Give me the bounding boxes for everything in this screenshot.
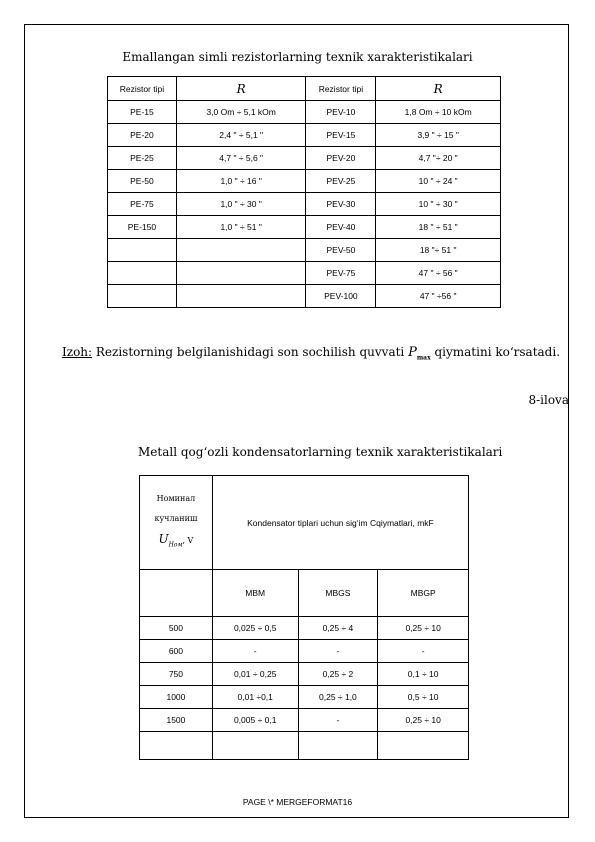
table-cell: 1,0 " ÷ 51 " xyxy=(176,216,306,239)
table-header-row xyxy=(140,476,469,570)
table-cell: 47 " ÷ 56 " xyxy=(376,262,501,285)
table-cell: 18 "÷ 51 " xyxy=(376,239,501,262)
type-header: MBGS xyxy=(298,570,378,617)
table-cell xyxy=(378,732,469,760)
table-row xyxy=(140,732,469,760)
note xyxy=(62,344,582,367)
note-text-end: qiymatini ko‘rsatadi. xyxy=(430,345,561,359)
table-row xyxy=(108,147,501,170)
table-cell: 500 xyxy=(140,617,213,640)
table-cell: PE-75 xyxy=(108,193,177,216)
table-cell: 2,4 " ÷ 5,1 " xyxy=(176,124,306,147)
table-cell: 0,25 ÷ 1,0 xyxy=(298,686,378,709)
appendix-label: 8-ilova xyxy=(528,393,569,407)
nom-line1: Номинал xyxy=(156,494,196,504)
table-cell: - xyxy=(212,640,298,663)
type-row xyxy=(140,570,469,617)
table-row xyxy=(108,285,501,308)
table-cell: PEV-100 xyxy=(306,285,376,308)
table-cell: 750 xyxy=(140,663,213,686)
table-cell: 4,7 " ÷ 5,6 " xyxy=(176,147,306,170)
table-cell xyxy=(108,239,177,262)
table-cell: PE-50 xyxy=(108,170,177,193)
table-cell: 600 xyxy=(140,640,213,663)
resistor-table xyxy=(107,76,501,308)
table-cell: 1,8 Om ÷ 10 kOm xyxy=(376,101,501,124)
table-cell: - xyxy=(298,640,378,663)
table-row xyxy=(140,640,469,663)
table-row xyxy=(140,663,469,686)
type-header: MBM xyxy=(212,570,298,617)
table-cell: 10 " ÷ 24 " xyxy=(376,170,501,193)
table-cell: PEV-50 xyxy=(306,239,376,262)
table-cell xyxy=(212,732,298,760)
table-cell: 0,25 ÷ 10 xyxy=(378,617,469,640)
table-cell: 4,7 "÷ 20 " xyxy=(376,147,501,170)
table-row xyxy=(108,216,501,239)
type-header: MBGP xyxy=(378,570,469,617)
table-cell: 1,0 " ÷ 30 " xyxy=(176,193,306,216)
table-cell: 3,0 Om ÷ 5,1 kOm xyxy=(176,101,306,124)
table-cell: PEV-30 xyxy=(306,193,376,216)
capacitance-header: Kondensator tiplari uchun sig‘im Cqiymatlari, mkF xyxy=(212,476,468,570)
table-cell: PE-20 xyxy=(108,124,177,147)
column-header: R xyxy=(376,77,501,101)
table-row xyxy=(140,617,469,640)
column-header: R xyxy=(176,77,306,101)
table-cell xyxy=(108,262,177,285)
table-cell: 0,005 ÷ 0,1 xyxy=(212,709,298,732)
table-cell: 1500 xyxy=(140,709,213,732)
u-nom-symbol xyxy=(158,532,183,549)
table-cell: PEV-40 xyxy=(306,216,376,239)
note-label: Izoh: xyxy=(62,345,93,359)
u-symbol: U xyxy=(158,532,169,547)
table-cell: 3,9 " ÷ 15 " xyxy=(376,124,501,147)
table-cell: 1000 xyxy=(140,686,213,709)
table-cell: 0,25 ÷ 10 xyxy=(378,709,469,732)
table-cell: 0,01 ÷0,1 xyxy=(212,686,298,709)
table-cell: PEV-20 xyxy=(306,147,376,170)
nom-line2: кучланиш xyxy=(154,514,198,524)
table-cell xyxy=(140,570,213,617)
table-row xyxy=(140,686,469,709)
table-cell xyxy=(108,285,177,308)
table-cell xyxy=(176,239,306,262)
table-cell: PEV-25 xyxy=(306,170,376,193)
table-row xyxy=(108,193,501,216)
table-cell: 0,25 ÷ 4 xyxy=(298,617,378,640)
table-cell: 10 " ÷ 30 " xyxy=(376,193,501,216)
table-cell: PEV-75 xyxy=(306,262,376,285)
table-row xyxy=(108,101,501,124)
table-header-row xyxy=(108,77,501,101)
table-cell: - xyxy=(298,709,378,732)
table-cell: PEV-10 xyxy=(306,101,376,124)
p-subscript: max xyxy=(416,354,431,362)
table-cell: PE-150 xyxy=(108,216,177,239)
u-unit: , V xyxy=(182,536,194,546)
u-subscript: Ном xyxy=(168,541,183,549)
page-footer: PAGE \* MERGEFORMAT16 xyxy=(242,797,353,807)
table-cell xyxy=(176,285,306,308)
table-cell: PEV-15 xyxy=(306,124,376,147)
table-cell: 1,0 " ÷ 16 " xyxy=(176,170,306,193)
resistor-table-title: Emallangan simli rezistorlarning texnik xarakteristikalari xyxy=(122,50,473,64)
p-symbol: P xyxy=(408,345,417,360)
table-row xyxy=(140,709,469,732)
table-cell: 0,025 ÷ 0,5 xyxy=(212,617,298,640)
table-row xyxy=(108,170,501,193)
table-row xyxy=(108,239,501,262)
capacitor-table-title: Metall qog‘ozli kondensatorlarning texnik xarakteristikalari xyxy=(138,445,503,459)
table-cell: 18 " ÷ 51 " xyxy=(376,216,501,239)
table-cell: - xyxy=(378,640,469,663)
nominal-voltage-header xyxy=(140,476,213,570)
table-cell: PE-15 xyxy=(108,101,177,124)
table-cell: PE-25 xyxy=(108,147,177,170)
table-cell xyxy=(140,732,213,760)
table-cell: 0,01 ÷ 0,25 xyxy=(212,663,298,686)
table-cell xyxy=(298,732,378,760)
table-row xyxy=(108,124,501,147)
table-row xyxy=(108,262,501,285)
column-header: Rezistor tipi xyxy=(306,77,376,101)
column-header: Rezistor tipi xyxy=(108,77,177,101)
capacitor-table xyxy=(139,475,469,760)
table-cell: 0,25 ÷ 2 xyxy=(298,663,378,686)
table-cell: 47 " ÷56 " xyxy=(376,285,501,308)
p-max-symbol xyxy=(408,345,431,360)
table-cell: 0,5 ÷ 10 xyxy=(378,686,469,709)
table-cell: 0,1 ÷ 10 xyxy=(378,663,469,686)
table-cell xyxy=(176,262,306,285)
note-text: Rezistorning belgilanishidagi son sochilish quvvati xyxy=(92,345,409,359)
